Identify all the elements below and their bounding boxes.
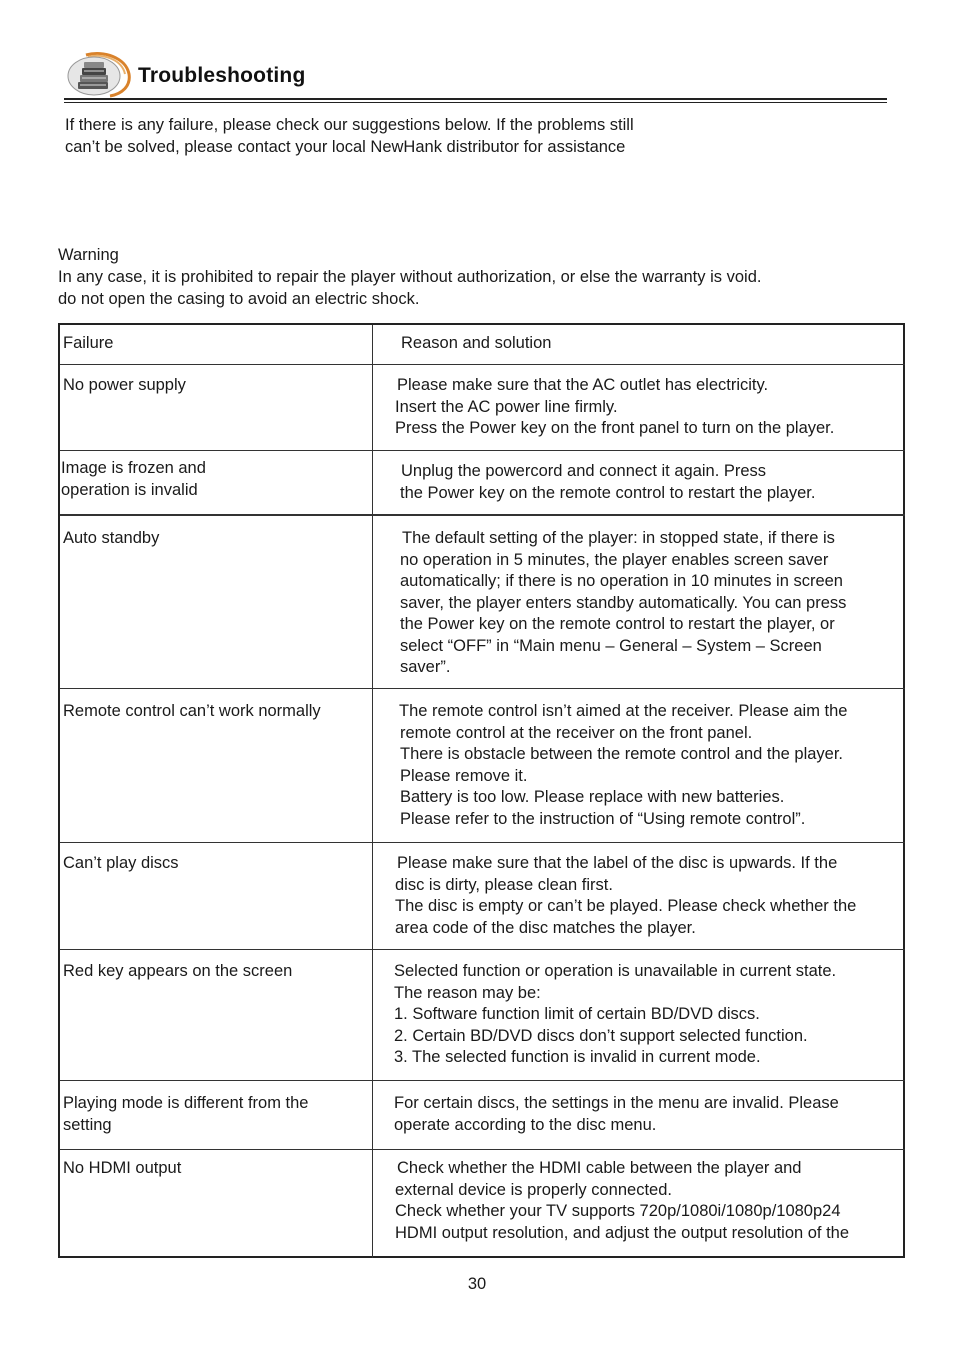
reason-text: Check whether the HDMI cable between the player and [397, 1159, 802, 1177]
failure-text: setting [63, 1115, 112, 1134]
failure-cell [63, 1093, 363, 1136]
reason-text: 1. Software function limit of certain BD/DVD discs. [394, 1005, 760, 1023]
reason-text: Please make sure that the AC outlet has electricity. [397, 376, 769, 394]
failure-text: operation is invalid [61, 480, 198, 499]
table-row [60, 365, 905, 451]
reason-cell [394, 961, 904, 1069]
reason-cell [395, 375, 905, 440]
reason-text: remote control at the receiver on the front panel. [400, 723, 753, 742]
warning-line: In any case, it is prohibited to repair the player without authorization, or else the warranty is void. [58, 268, 762, 286]
stacked-books-icon [64, 52, 132, 98]
table-row [60, 1081, 905, 1150]
failure-cell [63, 853, 363, 875]
failure-cell [63, 528, 363, 550]
reason-text: saver”. [400, 658, 451, 676]
header-rule-thick [64, 98, 887, 100]
reason-text: select “OFF” in “Main menu – General – System – Screen [400, 636, 822, 655]
reason-cell [395, 1158, 905, 1244]
failure-text: Can’t play discs [63, 854, 179, 872]
reason-text: Please refer to the instruction of “Using remote control”. [400, 809, 806, 828]
reason-text: operate according to the disc menu. [394, 1115, 657, 1134]
warning-heading: Warning [58, 246, 119, 264]
header-rule-thin [64, 102, 887, 103]
failure-cell [63, 1158, 363, 1180]
reason-text: the Power key on the remote control to restart the player, or [400, 615, 835, 633]
reason-text: HDMI output resolution, and adjust the output resolution of the [395, 1223, 850, 1242]
table-row [60, 689, 905, 843]
reason-text: There is obstacle between the remote control and the player. [400, 745, 844, 763]
table-row [60, 843, 905, 950]
column-header-reason: Reason and solution [401, 334, 552, 352]
reason-text: Press the Power key on the front panel to turn on the player. [395, 419, 835, 437]
reason-text: automatically; if there is no operation in 10 minutes in screen [400, 572, 843, 590]
table-header-row [60, 325, 905, 365]
reason-cell [399, 701, 909, 830]
failure-cell [63, 375, 363, 397]
failure-cell [61, 458, 361, 501]
reason-text: saver, the player enters standby automatically. You can press [400, 593, 847, 612]
reason-text: The reason may be: [394, 983, 541, 1002]
reason-text: Selected function or operation is unavailable in current state. [394, 962, 837, 980]
reason-text: external device is properly connected. [395, 1180, 672, 1199]
failure-text: Red key appears on the screen [63, 962, 293, 980]
table-row [60, 1150, 905, 1258]
reason-text: The disc is empty or can’t be played. Please check whether the [395, 897, 857, 915]
page-title: Troubleshooting [138, 64, 306, 87]
reason-text: The remote control isn’t aimed at the receiver. Please aim the [399, 702, 848, 720]
failure-cell [63, 701, 363, 723]
intro-paragraph [65, 115, 634, 158]
reason-text: area code of the disc matches the player. [395, 918, 696, 937]
reason-text: Please remove it. [400, 766, 528, 785]
reason-text: no operation in 5 minutes, the player enables screen saver [400, 550, 829, 569]
reason-text: The default setting of the player: in stopped state, if there is [402, 529, 835, 547]
warning-paragraph [58, 244, 761, 310]
failure-text: Playing mode is different from the [63, 1094, 309, 1112]
reason-cell [400, 461, 910, 504]
failure-text: Auto standby [63, 529, 160, 547]
reason-text: Battery is too low. Please replace with new batteries. [400, 788, 785, 806]
reason-text: the Power key on the remote control to restart the player. [400, 483, 816, 502]
reason-text: Unplug the powercord and connect it again. Press [401, 462, 767, 480]
column-header-failure: Failure [63, 334, 114, 352]
reason-text: 3. The selected function is invalid in current mode. [394, 1048, 761, 1066]
table-row [60, 451, 905, 516]
failure-cell [63, 961, 363, 983]
reason-text: Please make sure that the label of the disc is upwards. If the [397, 854, 838, 872]
reason-text: disc is dirty, please clean first. [395, 875, 613, 894]
failure-text: Image is frozen and [61, 459, 206, 477]
intro-line: can’t be solved, please contact your local NewHank distributor for assistance [65, 137, 626, 156]
failure-text: Remote control can’t work normally [63, 702, 321, 720]
intro-line: If there is any failure, please check our suggestions below. If the problems still [65, 116, 634, 134]
reason-cell [395, 853, 905, 939]
failure-text: No power supply [63, 376, 186, 394]
page-number: 30 [467, 1275, 487, 1293]
warning-line: do not open the casing to avoid an electric shock. [58, 290, 420, 308]
reason-text: Insert the AC power line firmly. [395, 397, 618, 416]
reason-text: Check whether your TV supports 720p/1080i/1080p/1080p24 [395, 1202, 841, 1220]
reason-text: For certain discs, the settings in the menu are invalid. Please [394, 1094, 839, 1112]
reason-text: 2. Certain BD/DVD discs don’t support selected function. [394, 1026, 808, 1045]
table-row [60, 516, 905, 689]
reason-cell [394, 1093, 904, 1136]
failure-text: No HDMI output [63, 1159, 182, 1177]
table-row [60, 950, 905, 1081]
reason-cell [400, 528, 910, 679]
